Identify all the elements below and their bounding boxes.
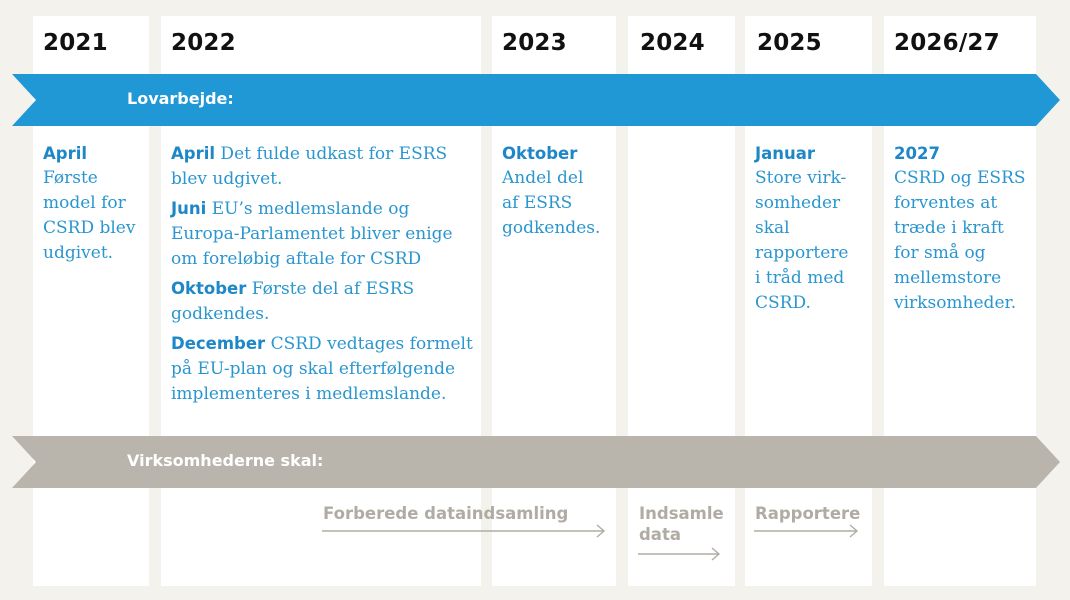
year-header: 2022 xyxy=(171,30,236,56)
activity-prepare: Forberede dataindsamling xyxy=(323,504,569,523)
month-label: Januar xyxy=(755,144,816,163)
event-text: Første del af ESRS godkendes. xyxy=(171,279,415,324)
month-label: April xyxy=(171,144,216,163)
activity-report: Rapportere xyxy=(755,504,861,523)
year-header: 2024 xyxy=(640,30,705,56)
event-text: EU’s medlemslande og Europa-Parlamentet bliver enige om foreløbig aftale for CSRD xyxy=(171,199,453,269)
month-label: Oktober xyxy=(171,279,247,298)
companies-band-label: Virksomhederne skal: xyxy=(127,451,324,470)
event-text: CSRD vedtages formelt på EU-plan og skal efterfølgende implementeres i medlemslande. xyxy=(171,334,473,404)
year-header: 2025 xyxy=(757,30,822,56)
right-arrow-icon xyxy=(638,547,722,561)
year-header: 2023 xyxy=(502,30,567,56)
cell-2026-27 xyxy=(894,141,1036,316)
month-label: December xyxy=(171,334,266,353)
cell-2025 xyxy=(755,141,872,316)
cell-2021 xyxy=(43,141,149,266)
cell-2022 xyxy=(171,141,476,411)
year-header: 2021 xyxy=(43,30,108,56)
event-entry xyxy=(171,276,476,327)
year-header: 2026/27 xyxy=(894,30,1000,56)
event-text: Det fulde udkast for ESRS blev udgivet. xyxy=(171,144,448,189)
cell-text: Første model for CSRD blev udgivet. xyxy=(43,168,136,263)
legislation-band xyxy=(12,74,1060,126)
event-entry xyxy=(171,331,476,407)
legislation-band-label: Lovarbejde: xyxy=(127,89,234,108)
event-entry xyxy=(171,141,476,192)
right-arrow-icon xyxy=(322,524,607,538)
month-label: Juni xyxy=(171,199,207,218)
month-label: 2027 xyxy=(894,144,940,163)
activity-collect: Indsamle data xyxy=(639,504,724,544)
cell-text: Store virk- somheder skal rapportere i tråd med CSRD. xyxy=(755,168,849,313)
companies-band xyxy=(12,436,1060,488)
month-label: April xyxy=(43,144,88,163)
cell-text: Andel del af ESRS godkendes. xyxy=(502,168,601,238)
event-entry xyxy=(171,196,476,272)
cell-2023 xyxy=(502,141,616,241)
right-arrow-icon xyxy=(754,524,860,538)
cell-text: CSRD og ESRS forventes at træde i kraft for små og mellemstore virksomheder. xyxy=(894,168,1026,313)
month-label: Oktober xyxy=(502,144,578,163)
